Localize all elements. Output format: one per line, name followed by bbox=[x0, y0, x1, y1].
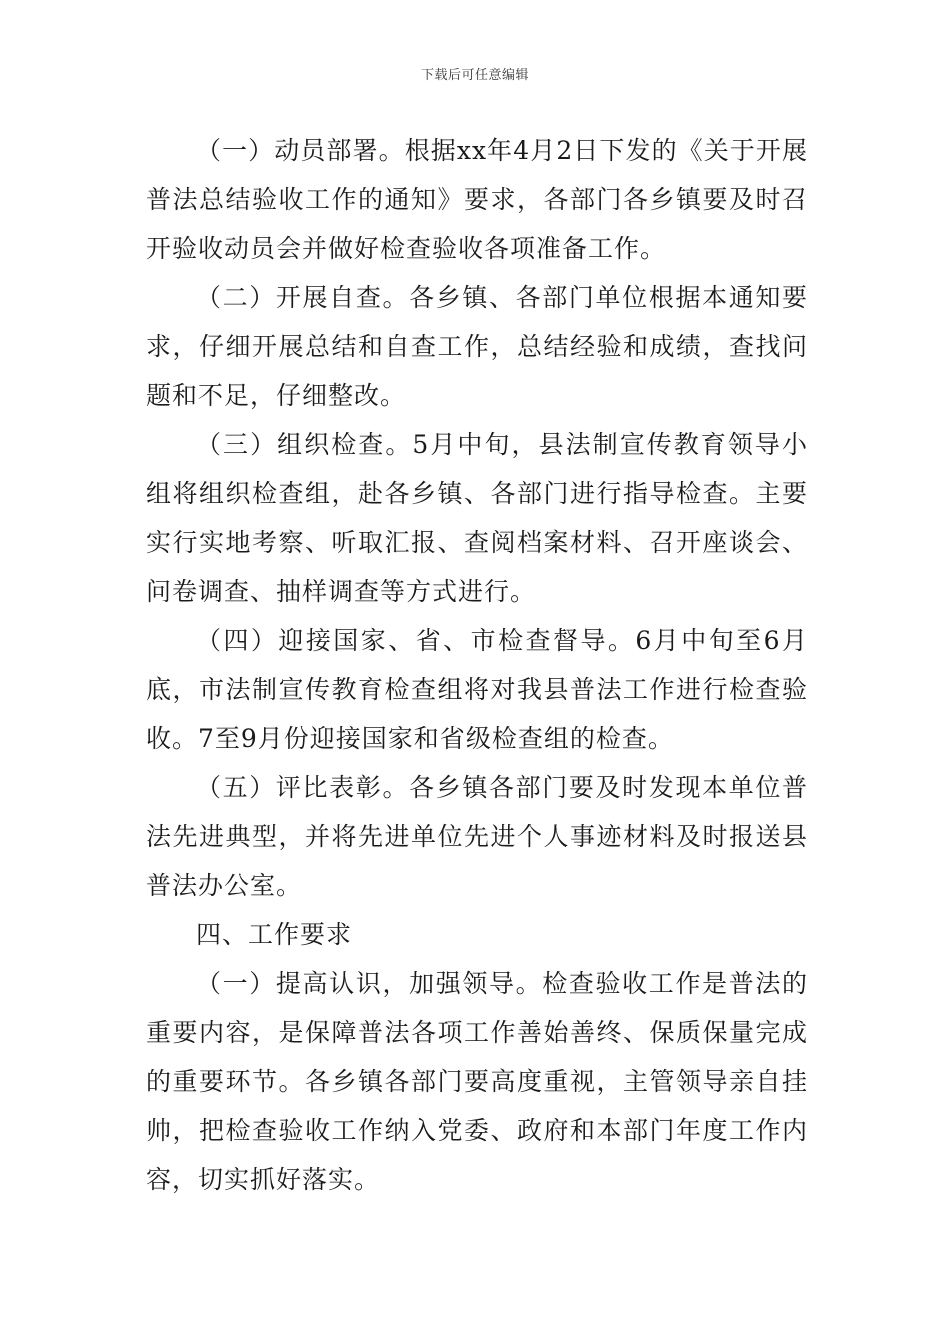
page-header: 下载后可任意编辑 bbox=[420, 68, 529, 83]
paragraph-leadership: （一）提高认识，加强领导。检查验收工作是普法的重要内容，是保障普法各项工作善始善终、保质保量完成的重要环节。各乡镇各部门要高度重视，主管领导亲自挂帅，把检查验收工作纳入党委、政府和本部门年度工作内容，切实抓好落实。 bbox=[146, 969, 808, 1194]
paragraph-self-inspection: （二）开展自查。各乡镇、各部门单位根据本通知要求，仔细开展总结和自查工作，总结经验和成绩，查找问题和不足，仔细整改。 bbox=[146, 283, 808, 410]
paragraph-commendation: （五）评比表彰。各乡镇各部门要及时发现本单位普法先进典型，并将先进单位先进个人事迹材料及时报送县普法办公室。 bbox=[146, 773, 808, 900]
paragraph-national-inspection: （四）迎接国家、省、市检查督导。6月中旬至6月底，市法制宣传教育检查组将对我县普法工作进行检查验收。7至9月份迎接国家和省级检查组的检查。 bbox=[146, 626, 808, 753]
paragraph-organize-inspection: （三）组织检查。5月中旬，县法制宣传教育领导小组将组织检查组，赴各乡镇、各部门进行指导检查。主要实行实地考察、听取汇报、查阅档案材料、召开座谈会、问卷调查、抽样调查等方式进行。 bbox=[146, 430, 808, 606]
section-heading-work-requirements: 四、工作要求 bbox=[196, 920, 353, 949]
paragraph-mobilization: （一）动员部署。根据xx年4月2日下发的《关于开展普法总结验收工作的通知》要求，各部门各乡镇要及时召开验收动员会并做好检查验收各项准备工作。 bbox=[146, 136, 808, 263]
document-body bbox=[146, 126, 808, 1204]
